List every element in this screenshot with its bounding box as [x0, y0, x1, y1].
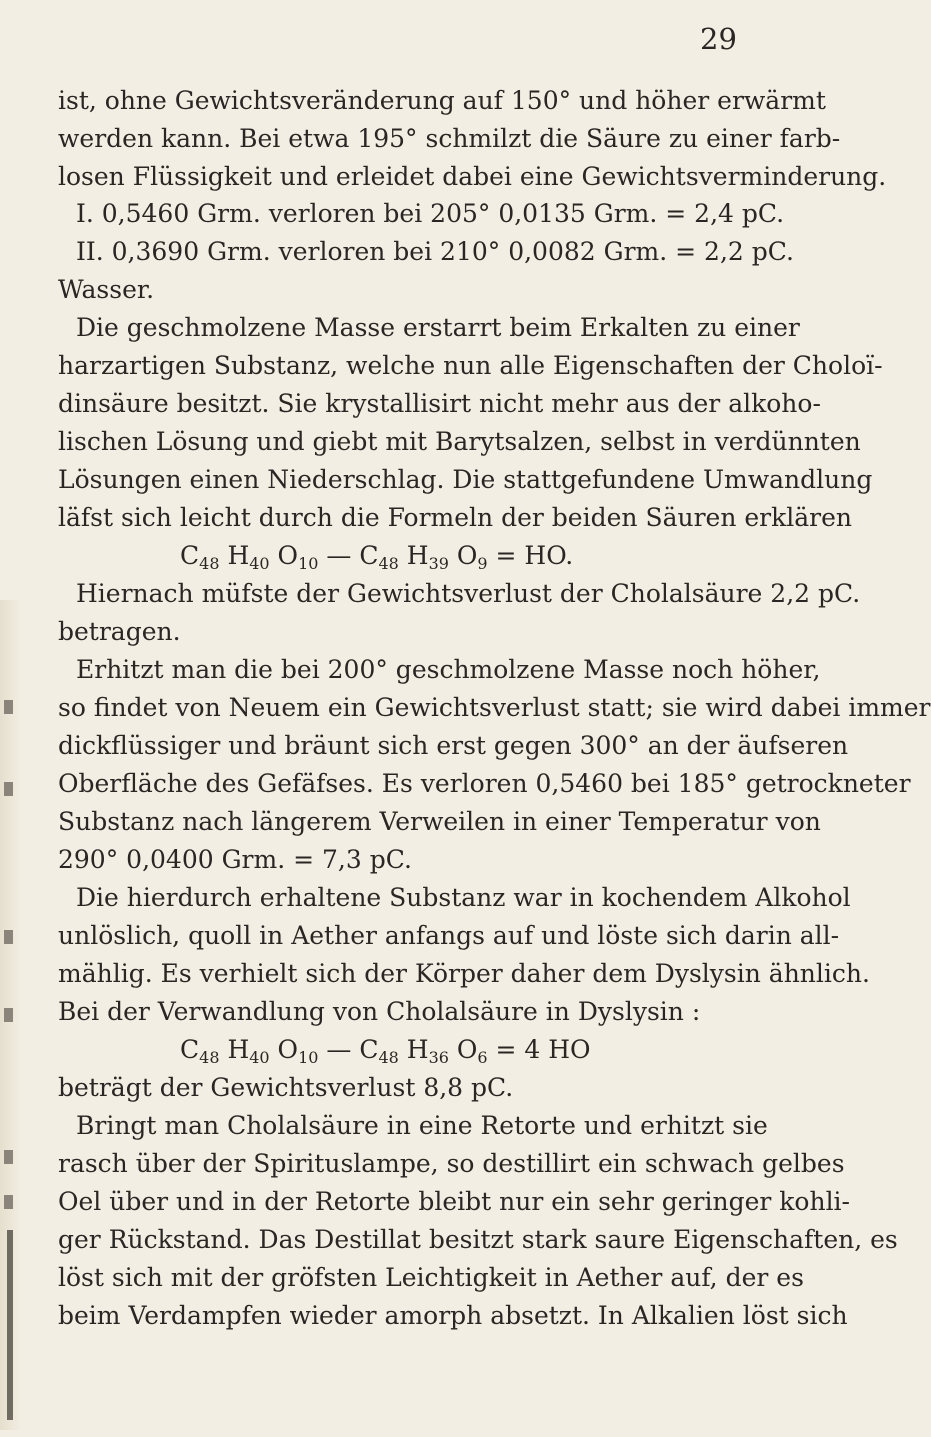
text-line: Die hierdurch erhaltene Substanz war in kochendem Alkohol: [76, 883, 851, 912]
formula-line: $C_{48}$ $H_{40}$ $O_{10}$ — $C_{48}$ $H_{39}$ $O_9$ = HO.: [180, 541, 574, 573]
text-line: II. 0,3690 Grm. verloren bei 210° 0,0082 Grm. = 2,2 pC.: [76, 237, 794, 266]
text-line: ger Rückstand. Das Destillat besitzt stark saure Eigenschaften, es: [58, 1225, 898, 1254]
margin-mark: [4, 1195, 13, 1209]
text-line: unlöslich, quoll in Aether anfangs auf und löste sich darin all-: [58, 921, 840, 950]
text-line: dickflüssiger und bräunt sich erst gegen 300° an der äufseren: [58, 731, 849, 760]
text-line: Lösungen einen Niederschlag. Die stattgefundene Umwandlung: [58, 465, 873, 494]
text-line: Bei der Verwandlung von Cholalsäure in Dyslysin :: [58, 997, 701, 1026]
text-line: Bringt man Cholalsäure in eine Retorte und erhitzt sie: [76, 1111, 768, 1140]
text-line: rasch über der Spirituslampe, so destillirt ein schwach gelbes: [58, 1149, 845, 1178]
text-line: Oel über und in der Retorte bleibt nur ein sehr geringer kohli-: [58, 1187, 851, 1216]
text-line: Die geschmolzene Masse erstarrt beim Erkalten zu einer: [76, 313, 800, 342]
margin-mark: [4, 930, 13, 944]
text-line: Erhitzt man die bei 200° geschmolzene Masse noch höher,: [76, 655, 821, 684]
formula-line: $C_{48}$ $H_{40}$ $O_{10}$ — $C_{48}$ $H_{36}$ $O_6 = 4$ HO: [180, 1035, 591, 1067]
text-line: betragen.: [58, 617, 181, 646]
text-line: dinsäure besitzt. Sie krystallisirt nicht mehr aus der alkoho-: [58, 389, 821, 418]
page-edge: [7, 1230, 13, 1420]
text-line: Oberfläche des Gefäfses. Es verloren 0,5460 bei 185° getrockneter: [58, 769, 911, 798]
text-line: so findet von Neuem ein Gewichtsverlust statt; sie wird dabei immer: [58, 693, 931, 722]
text-line: werden kann. Bei etwa 195° schmilzt die Säure zu einer farb-: [58, 124, 841, 153]
text-line: I. 0,5460 Grm. verloren bei 205° 0,0135 Grm. = 2,4 pC.: [76, 199, 785, 228]
text-line: Hiernach müfste der Gewichtsverlust der Cholalsäure 2,2 pC.: [76, 579, 861, 608]
margin-mark: [4, 1008, 13, 1022]
text-line: Substanz nach längerem Verweilen in einer Temperatur von: [58, 807, 821, 836]
text-line: losen Flüssigkeit und erleidet dabei eine Gewichtsverminderung.: [58, 162, 887, 191]
text-line: läfst sich leicht durch die Formeln der beiden Säuren erklären: [58, 503, 853, 532]
page-number: 29: [700, 22, 737, 56]
text-line: mählig. Es verhielt sich der Körper daher dem Dyslysin ähnlich.: [58, 959, 870, 988]
margin-mark: [4, 700, 13, 714]
margin-mark: [4, 1150, 13, 1164]
text-line: löst sich mit der gröfsten Leichtigkeit in Aether auf, der es: [58, 1263, 804, 1292]
text-line: lischen Lösung und giebt mit Barytsalzen, selbst in verdünnten: [58, 427, 861, 456]
text-line: beim Verdampfen wieder amorph absetzt. In Alkalien löst sich: [58, 1301, 848, 1330]
text-line: harzartigen Substanz, welche nun alle Eigenschaften der Choloï-: [58, 351, 883, 380]
margin-mark: [4, 782, 13, 796]
text-line: 290° 0,0400 Grm. = 7,3 pC.: [58, 845, 412, 874]
text-line: Wasser.: [58, 275, 155, 304]
text-line: beträgt der Gewichtsverlust 8,8 pC.: [58, 1073, 514, 1102]
text-line: ist, ohne Gewichtsveränderung auf 150° und höher erwärmt: [58, 86, 826, 115]
